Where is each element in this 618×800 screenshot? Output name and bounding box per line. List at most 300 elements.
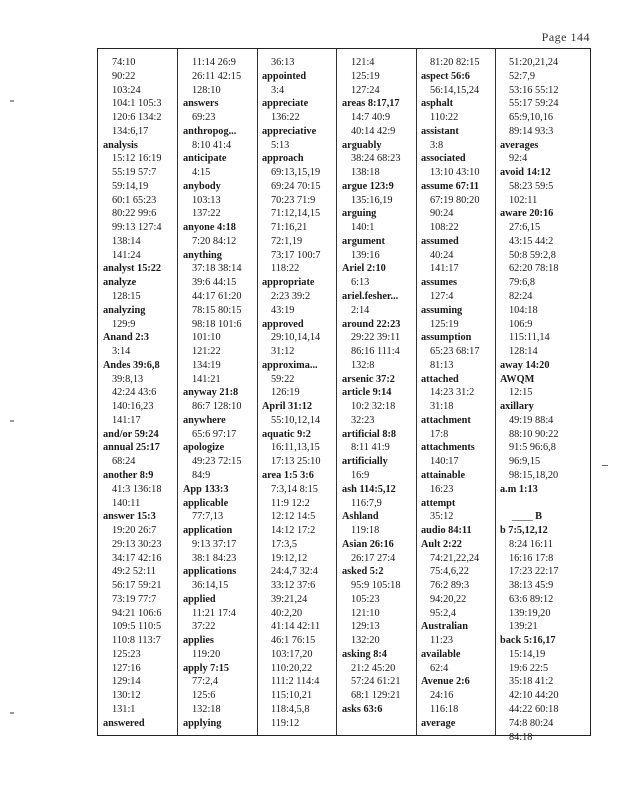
index-reference: 46:1 76:15 xyxy=(271,635,316,647)
index-reference: 3:14 xyxy=(112,346,131,358)
scan-mark xyxy=(10,420,14,422)
index-reference: 119:18 xyxy=(351,525,380,537)
index-reference: 141:17 xyxy=(430,263,459,275)
index-term: Avenue 2:6 xyxy=(421,676,470,688)
index-term: aquatic 9:2 xyxy=(262,428,311,440)
index-reference: 69:23 xyxy=(192,112,216,124)
index-reference: 51:20,21,24 xyxy=(509,57,559,68)
index-reference: 76:2 89:3 xyxy=(430,580,470,592)
index-reference: 71:16,21 xyxy=(271,222,308,234)
index-reference: 29:13 30:23 xyxy=(112,538,162,550)
index-term: ash 114:5,12 xyxy=(342,483,396,495)
index-term: applies xyxy=(183,635,214,647)
index-reference: 78:15 80:15 xyxy=(192,304,242,316)
index-reference: 86:16 111:4 xyxy=(351,346,400,358)
index-reference: 127:16 xyxy=(112,662,141,674)
index-reference: 14:7 40:9 xyxy=(351,112,391,124)
index-term: assumes xyxy=(421,277,458,289)
index-reference: 135:16,19 xyxy=(351,194,393,206)
index-term: annual 25:17 xyxy=(103,442,160,454)
index-reference: 13:10 43:10 xyxy=(430,167,480,179)
index-column-2 xyxy=(183,56,257,731)
index-reference: 139:16 xyxy=(351,249,380,261)
index-reference: 16:16 17:8 xyxy=(509,552,554,564)
index-reference: 39:6 44:15 xyxy=(192,277,237,289)
index-reference: 11:14 26:9 xyxy=(192,57,236,68)
index-reference: 81:13 xyxy=(430,359,454,371)
index-term: analyze xyxy=(103,277,137,289)
index-reference: 60:1 65:23 xyxy=(112,194,157,206)
index-reference: 73:19 77:7 xyxy=(112,593,157,605)
index-reference: 37:18 38:14 xyxy=(192,263,242,275)
index-term: attached xyxy=(421,373,459,385)
index-term: attachments xyxy=(421,442,475,454)
index-reference: 141:24 xyxy=(112,249,141,261)
index-reference: 42:24 43:6 xyxy=(112,387,157,399)
index-reference: 43:19 xyxy=(271,304,295,316)
index-reference: 52:7,9 xyxy=(509,70,536,82)
index-reference: 119:12 xyxy=(271,717,300,729)
index-reference: 29:10,14,14 xyxy=(271,332,321,344)
index-reference: 82:24 xyxy=(509,291,533,303)
index-reference: 91:5 96:6,8 xyxy=(509,442,556,454)
index-reference: 53:16 55:12 xyxy=(509,84,559,96)
index-reference: 55:17 59:24 xyxy=(509,98,559,110)
index-reference: 120:6 134:2 xyxy=(112,112,162,124)
index-reference: 105:23 xyxy=(351,593,380,605)
index-reference: 41:14 42:11 xyxy=(271,621,321,633)
index-term: analyzing xyxy=(103,304,146,316)
index-reference: 98:18 101:6 xyxy=(192,318,242,330)
index-term: assistant xyxy=(421,125,459,137)
index-reference: 49:2 52:11 xyxy=(112,566,156,578)
index-term: applications xyxy=(183,566,237,578)
index-reference: 36:13 xyxy=(271,57,295,68)
index-reference: 96:9,15 xyxy=(509,456,541,468)
index-reference: 140:16,23 xyxy=(112,401,154,413)
index-reference: 55:10,12,14 xyxy=(271,414,321,426)
index-reference: 129:9 xyxy=(112,318,136,330)
scan-mark xyxy=(10,100,14,102)
index-term: aware 20:16 xyxy=(500,208,554,220)
index-term: area 1:5 3:6 xyxy=(262,469,314,481)
index-term: application xyxy=(183,525,233,537)
index-reference: 86:7 128:10 xyxy=(192,401,242,413)
index-reference: 106:9 xyxy=(509,318,533,330)
index-reference: 35:18 41:2 xyxy=(509,676,554,688)
index-term: averages xyxy=(500,139,539,151)
index-term: anyone 4:18 xyxy=(183,222,236,234)
index-term: appreciate xyxy=(262,98,309,110)
index-term: App 133:3 xyxy=(183,483,229,495)
index-term: audio 84:11 xyxy=(421,525,472,537)
index-reference: 11:9 12:2 xyxy=(271,497,310,509)
index-reference: 77:2,4 xyxy=(192,676,219,688)
index-reference: 121:4 xyxy=(351,57,375,68)
index-reference: 98:15,18,20 xyxy=(509,469,559,481)
column-divider xyxy=(416,49,417,735)
index-term: attachment xyxy=(421,414,471,426)
index-reference: 69:24 70:15 xyxy=(271,180,321,192)
index-reference: 118:4,5,8 xyxy=(271,703,310,715)
index-term: and/or 59:24 xyxy=(103,428,159,440)
index-reference: 71:12,14,15 xyxy=(271,208,321,220)
index-reference: 104:18 xyxy=(509,304,538,316)
index-term: a.m 1:13 xyxy=(500,483,538,495)
index-reference: 90:24 xyxy=(430,208,454,220)
index-reference: 128:14 xyxy=(509,346,538,358)
scan-mark xyxy=(602,465,608,466)
index-term: around 22:23 xyxy=(342,318,401,330)
index-reference: 26:17 27:4 xyxy=(351,552,396,564)
index-term: applied xyxy=(183,593,216,605)
index-reference: 99:13 127:4 xyxy=(112,222,162,234)
index-reference: 56:17 59:21 xyxy=(112,580,162,592)
index-reference: 101:10 xyxy=(192,332,221,344)
index-term: approxima... xyxy=(262,359,318,371)
index-reference: 5:13 xyxy=(271,139,290,151)
index-reference: 10:2 32:18 xyxy=(351,401,396,413)
index-reference: 59:22 xyxy=(271,373,295,385)
index-reference: 36:14,15 xyxy=(192,580,229,592)
index-reference: 68:1 129:21 xyxy=(351,690,401,702)
index-term: arguing xyxy=(342,208,377,220)
index-reference: 128:10 xyxy=(192,84,221,96)
page-number: Page 144 xyxy=(541,30,590,44)
index-reference: 40:24 xyxy=(430,249,454,261)
index-term: appointed xyxy=(262,70,307,82)
index-term: applying xyxy=(183,717,222,729)
index-term: asks 63:6 xyxy=(342,703,383,715)
index-reference: 56:14,15,24 xyxy=(430,84,480,96)
index-reference: 44:22 60:18 xyxy=(509,703,559,715)
index-reference: 77:7,13 xyxy=(192,511,224,523)
index-term: artificially xyxy=(342,456,388,468)
index-reference: 26:11 42:15 xyxy=(192,70,242,82)
index-reference: 7:3,14 8:15 xyxy=(271,483,318,495)
index-term: artificial 8:8 xyxy=(342,428,397,440)
index-reference: 111:2 114:4 xyxy=(271,676,320,688)
index-reference: 16:11,13,15 xyxy=(271,442,320,454)
index-reference: 63:6 89:12 xyxy=(509,593,554,605)
index-term: answer 15:3 xyxy=(103,511,156,523)
index-column-3 xyxy=(262,56,336,731)
index-reference: 62:20 78:18 xyxy=(509,263,559,275)
index-reference: 24:4,7 32:4 xyxy=(271,566,318,578)
index-reference: 19:12,12 xyxy=(271,552,308,564)
index-reference: 115:11,14 xyxy=(509,332,550,344)
index-reference: 131:1 xyxy=(112,703,136,715)
index-reference: 84:9 xyxy=(192,469,211,481)
index-reference: 21:2 45:20 xyxy=(351,662,396,674)
index-reference: 49:23 72:15 xyxy=(192,456,242,468)
index-column-4 xyxy=(342,56,416,717)
index-term: anyway 21:8 xyxy=(183,387,239,399)
index-reference: 137:22 xyxy=(192,208,221,220)
index-reference: 11:23 xyxy=(430,635,454,647)
index-term: argue 123:9 xyxy=(342,180,394,192)
index-reference: 27:6,15 xyxy=(509,222,541,234)
index-reference: 84:18 xyxy=(509,731,533,743)
index-reference: 11:21 17:4 xyxy=(192,607,236,619)
index-reference: 16:23 xyxy=(430,483,454,495)
index-term: Ault 2:22 xyxy=(421,538,462,550)
index-reference: 125:23 xyxy=(112,648,141,660)
index-reference: 126:19 xyxy=(271,387,300,399)
index-reference: 103:17,20 xyxy=(271,648,313,660)
index-term: article 9:14 xyxy=(342,387,392,399)
index-term: anticipate xyxy=(183,153,227,165)
index-reference: 24:16 xyxy=(430,690,454,702)
index-reference: 38:1 84:23 xyxy=(192,552,237,564)
index-reference: 125:6 xyxy=(192,690,216,702)
index-reference: 130:12 xyxy=(112,690,141,702)
index-term: answers xyxy=(183,98,219,110)
index-reference: 62:4 xyxy=(430,662,449,674)
index-reference: 132:20 xyxy=(351,635,380,647)
index-reference: 116:18 xyxy=(430,703,459,715)
index-reference: 57:24 61:21 xyxy=(351,676,401,688)
index-reference: 41:3 136:18 xyxy=(112,483,162,495)
index-term: Australian xyxy=(421,621,468,633)
index-reference: 109:5 110:5 xyxy=(112,621,162,633)
index-term: associated xyxy=(421,153,466,165)
index-reference: 19:20 26:7 xyxy=(112,525,157,537)
index-reference: 39:21,24 xyxy=(271,593,308,605)
index-reference: 9:13 37:17 xyxy=(192,538,237,550)
index-reference: 132:18 xyxy=(192,703,221,715)
index-reference: 40:14 42:9 xyxy=(351,125,396,137)
index-term: anthropog... xyxy=(183,125,237,137)
index-reference: 79:6,8 xyxy=(509,277,536,289)
index-reference: 49:19 88:4 xyxy=(509,414,554,426)
index-term: assume 67:11 xyxy=(421,180,480,192)
index-reference: 73:17 100:7 xyxy=(271,249,321,261)
column-divider xyxy=(177,49,178,735)
index-reference: 95:2,4 xyxy=(430,607,457,619)
index-reference: 38:13 45:9 xyxy=(509,580,554,592)
index-term: assumed xyxy=(421,235,459,247)
index-reference: 103:13 xyxy=(192,194,221,206)
index-reference: 74:8 80:24 xyxy=(509,717,554,729)
index-term: analysis xyxy=(103,139,138,151)
index-term: Anand 2:3 xyxy=(103,332,150,344)
index-term: anybody xyxy=(183,180,221,192)
index-term: avoid 14:12 xyxy=(500,167,551,179)
index-reference: 129:13 xyxy=(351,621,380,633)
index-reference: 127:4 xyxy=(430,291,454,303)
index-reference: 31:18 xyxy=(430,401,454,413)
index-term: average xyxy=(421,717,456,729)
index-reference: 108:22 xyxy=(430,222,459,234)
index-term: asked 5:2 xyxy=(342,566,384,578)
index-reference: 141:17 xyxy=(112,414,141,426)
index-reference: 59:14,19 xyxy=(112,180,149,192)
index-reference: 40:2,20 xyxy=(271,607,303,619)
index-term: AWQM xyxy=(500,373,535,385)
index-reference: 38:24 68:23 xyxy=(351,153,401,165)
index-reference: 90:22 xyxy=(112,70,136,82)
index-reference: 17:13 25:10 xyxy=(271,456,321,468)
index-reference: 134:19 xyxy=(192,359,221,371)
index-reference: 55:19 57:7 xyxy=(112,167,157,179)
index-term: Ariel 2:10 xyxy=(342,263,386,275)
index-reference: 8:24 16:11 xyxy=(509,538,553,550)
index-term: appropriate xyxy=(262,277,315,289)
index-reference: 132:8 xyxy=(351,359,375,371)
index-reference: 12:15 xyxy=(509,387,533,399)
index-term: Ashland xyxy=(342,511,379,523)
index-reference: 141:21 xyxy=(192,373,221,385)
index-reference: 102:11 xyxy=(509,194,538,206)
index-reference: 3:8 xyxy=(430,139,444,151)
index-reference: 65:6 97:17 xyxy=(192,428,237,440)
index-term: aspect 56:6 xyxy=(421,70,470,82)
index-term: b 7:5,12,12 xyxy=(500,525,548,537)
index-term: anything xyxy=(183,249,222,261)
index-reference: 110:8 113:7 xyxy=(112,635,161,647)
index-reference: 37:22 xyxy=(192,621,216,633)
index-reference: 16:9 xyxy=(351,469,370,481)
index-reference: 2:23 39:2 xyxy=(271,291,311,303)
index-reference: 75:4,6,22 xyxy=(430,566,469,578)
index-reference: 7:20 84:12 xyxy=(192,235,237,247)
index-reference: 29:22 39:11 xyxy=(351,332,401,344)
index-reference: 39:8,13 xyxy=(112,373,144,385)
index-reference: 2:14 xyxy=(351,304,370,316)
index-term: available xyxy=(421,648,461,660)
index-reference: 42:10 44:20 xyxy=(509,690,559,702)
index-reference: 80:22 99:6 xyxy=(112,208,157,220)
index-reference: 72:1,19 xyxy=(271,235,303,247)
index-reference: 17:8 xyxy=(430,428,449,440)
index-reference: 81:20 82:15 xyxy=(430,57,480,68)
column-divider xyxy=(257,49,258,735)
index-reference: 68:24 xyxy=(112,456,136,468)
index-reference: 33:12 37:6 xyxy=(271,580,316,592)
index-term: back 5:16,17 xyxy=(500,635,556,647)
index-reference: 67:19 80:20 xyxy=(430,194,480,206)
index-reference: 140:1 xyxy=(351,222,375,234)
index-term: appreciative xyxy=(262,125,317,137)
index-reference: 43:15 44:2 xyxy=(509,235,554,247)
index-term: ariel.fesher... xyxy=(342,291,399,303)
index-term: April 31:12 xyxy=(262,401,313,413)
index-reference: 115:10,21 xyxy=(271,690,313,702)
index-term: another 8:9 xyxy=(103,469,154,481)
index-reference: 88:10 90:22 xyxy=(509,428,559,440)
index-reference: 17:23 22:17 xyxy=(509,566,559,578)
index-reference: 125:19 xyxy=(351,70,380,82)
index-reference: 65:23 68:17 xyxy=(430,346,480,358)
index-reference: 139:19,20 xyxy=(509,607,551,619)
index-reference: 74:10 xyxy=(112,57,136,68)
index-reference: 110:20,22 xyxy=(271,662,313,674)
index-term: argument xyxy=(342,235,385,247)
index-term: applicable xyxy=(183,497,229,509)
index-reference: 103:24 xyxy=(112,84,141,96)
index-term: analyst 15:22 xyxy=(103,263,162,275)
index-term: anywhere xyxy=(183,414,226,426)
index-reference: 70:23 71:9 xyxy=(271,194,316,206)
index-term: arguably xyxy=(342,139,382,151)
index-term: approach xyxy=(262,153,304,165)
index-reference: 134:6,17 xyxy=(112,125,149,137)
index-term: assuming xyxy=(421,304,463,316)
index-reference: 110:22 xyxy=(430,112,459,124)
index-term: asphalt xyxy=(421,98,454,110)
index-column-5 xyxy=(421,56,495,731)
index-reference: 118:22 xyxy=(271,263,300,275)
index-reference: 14:12 17:2 xyxy=(271,525,316,537)
index-term: asking 8:4 xyxy=(342,648,387,660)
index-term: apply 7:15 xyxy=(183,662,230,674)
index-term: Andes 39:6,8 xyxy=(103,359,160,371)
index-reference: 94:20,22 xyxy=(430,593,467,605)
index-column-6 xyxy=(500,56,574,744)
index-reference: 95:9 105:18 xyxy=(351,580,401,592)
index-reference: 125:19 xyxy=(430,318,459,330)
index-reference: 89:14 93:3 xyxy=(509,125,554,137)
index-term: apologize xyxy=(183,442,225,454)
index-reference: 128:15 xyxy=(112,291,141,303)
index-reference: 44:17 61:20 xyxy=(192,291,242,303)
index-reference: 119:20 xyxy=(192,648,221,660)
index-reference: 14:23 31:2 xyxy=(430,387,475,399)
index-reference: 140:11 xyxy=(112,497,141,509)
index-reference: 32:23 xyxy=(351,414,375,426)
index-reference: 74:21,22,24 xyxy=(430,552,480,564)
index-reference: 3:4 xyxy=(271,84,285,96)
index-reference: 12:12 14:5 xyxy=(271,511,316,523)
scan-mark xyxy=(10,712,14,714)
index-reference xyxy=(500,497,574,511)
index-term: answered xyxy=(103,717,145,729)
column-divider xyxy=(495,49,496,735)
index-term: assumption xyxy=(421,332,472,344)
index-term: away 14:20 xyxy=(500,359,550,371)
index-reference: 17:3,5 xyxy=(271,538,298,550)
index-reference: 136:22 xyxy=(271,112,300,124)
index-term: areas 8:17,17 xyxy=(342,98,400,110)
index-reference: 139:21 xyxy=(509,621,538,633)
index-column-1 xyxy=(103,56,177,731)
index-term: Asian 26:16 xyxy=(342,538,394,550)
index-reference: 121:10 xyxy=(351,607,380,619)
index-reference: 8:11 41:9 xyxy=(351,442,390,454)
index-reference: 15:12 16:19 xyxy=(112,153,162,165)
index-reference: 94:21 106:6 xyxy=(112,607,162,619)
index-reference: 129:14 xyxy=(112,676,141,688)
index-reference: 116:7,9 xyxy=(351,497,382,509)
index-term: attainable xyxy=(421,469,466,481)
index-reference: 19:6 22:5 xyxy=(509,662,549,674)
index-term: approved xyxy=(262,318,304,330)
index-reference: 58:23 59:5 xyxy=(509,180,554,192)
index-reference: 121:22 xyxy=(192,346,221,358)
index-reference: 65:9,10,16 xyxy=(509,112,554,124)
index-reference: 35:12 xyxy=(430,511,454,523)
index-reference: 31:12 xyxy=(271,346,295,358)
section-letter: ____ B xyxy=(500,510,574,524)
index-reference: 92:4 xyxy=(509,153,528,165)
index-reference: 8:10 41:4 xyxy=(192,139,232,151)
index-term: attempt xyxy=(421,497,456,509)
index-reference: 34:17 42:16 xyxy=(112,552,162,564)
index-reference: 15:14,19 xyxy=(509,648,546,660)
index-reference: 138:18 xyxy=(351,167,380,179)
index-reference: 127:24 xyxy=(351,84,380,96)
